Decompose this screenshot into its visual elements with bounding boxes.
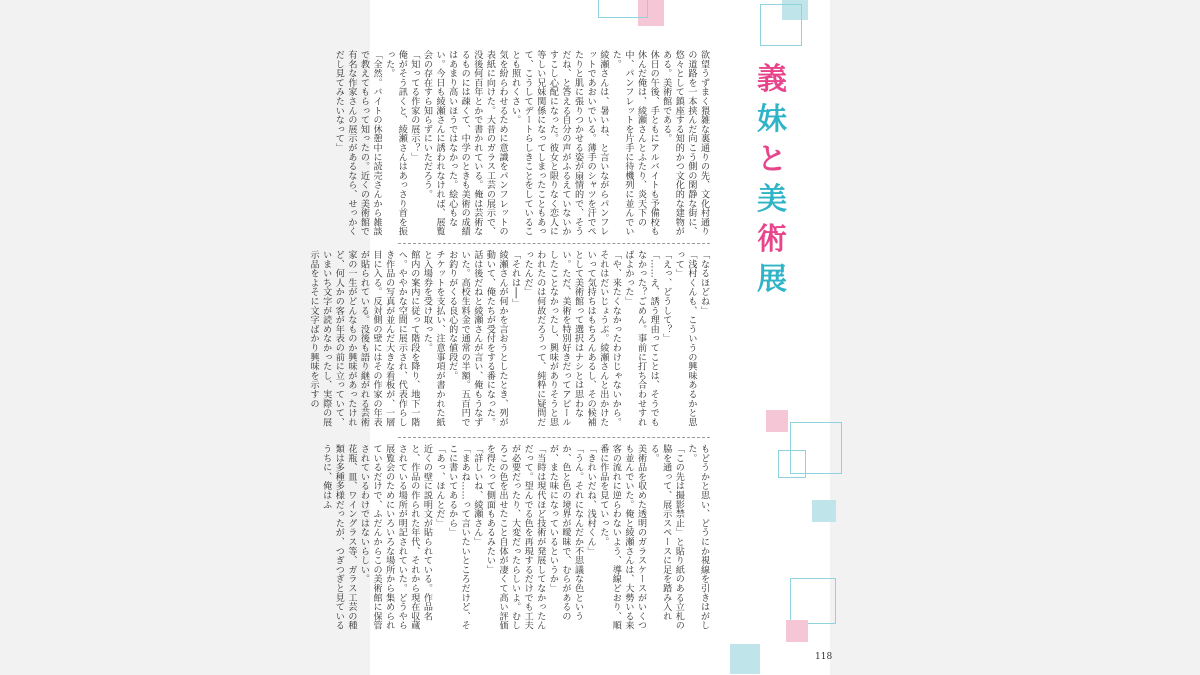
section-divider (398, 437, 710, 438)
paragraph: もどうかと思い、どうにか視線を引きはがした。 (686, 444, 709, 630)
paragraph: 綾瀬さんが何かを言おうとしたとき、列が動いて、俺たちが受付をする番になった。 (484, 250, 508, 427)
deco-square-pink (786, 620, 808, 642)
paragraph: 「えっ、どうして？」 (661, 250, 672, 343)
paragraph: 「……え、誘う理由ってことは、そうでもなかった？ごめん。事前に打ち合わせすればよかった」 (623, 250, 659, 427)
deco-outline-square (760, 4, 802, 46)
deco-square-teal (730, 644, 760, 674)
paragraph: 「きれいだね、浅村くん」 (585, 444, 596, 556)
paragraph: 話は後だねと綾瀬さんが言い、俺もうなずいた。高校生料金で通常の半額。五百円でお釣りがくる良心的な値段だ。 (447, 250, 483, 427)
paragraph: 休日の午後、手ともにアルバイトも予備校も休んだ俺は、綾瀬さんとふたり、炎天下の中、パンフレットを片手に待機列に並んでいた。 (610, 50, 659, 236)
paragraph: 「全然。バイトの休憩中に読売さんから雑談で教えてもらって知ったの。近くの美術館で有名な作家さんの展示があるなら、せっかくだし見てみたいなって」 (333, 50, 382, 236)
paragraph: 欲望うずまく猥雑な裏通りの先、文化村通りの道路を一本挟んだ向こう側の閑静な街に、悠々として鎮座する知的かつ文化的な建物がある。美術館である。 (661, 50, 709, 236)
paragraph: 気を紛らわせるために意識をパンフレットの表紙に向けた。大昔のガラス工芸の展示で、没後何百年とかで書かれている。俺は芸術なるものには疎くて、中学のときも美術の成績はあまり高いほうではなかった。絵心もない。今日も綾瀬さんに誘われなければ、展覧会の存在すら知らずにいただろう。 (421, 50, 508, 236)
title-char: 義 (757, 62, 787, 97)
deco-square-pink (766, 410, 788, 432)
paragraph: チケットを支払い、注意事項が書かれた紙と入場券を受け取った。 (421, 250, 445, 427)
paragraph: 「それは──」 (510, 250, 521, 308)
paragraph: 「知ってる作家の展示？」 (409, 50, 420, 162)
title-char: 展 (757, 262, 787, 297)
paragraph: 近くの壁に説明文が貼られている。作品名と、作品の作られた年代、それから現在収蔵されている場所が明記されていた。どうやら展覧会のためにいろいろな場所から集められているだけで、ふだんからこの美術館に保管されているわけではないらしい。 (358, 444, 432, 630)
deco-square-teal (812, 500, 836, 522)
paragraph: 「浅村くんも、こういうの興味あるかと思って」 (673, 250, 697, 427)
text-section-1 (333, 50, 710, 238)
paragraph: 「この先は撮影禁止」と貼り紙のある立札の脇を通って、展示スペースに足を踏み入れる。 (648, 444, 684, 630)
title-char: 妹 (757, 102, 787, 137)
paragraph: 「まあね……って言いたいところだけど、そこに書いてあるから」 (447, 444, 470, 630)
title-char: 美 (757, 182, 787, 217)
magazine-page (308, 0, 833, 675)
text-section-3 (321, 444, 710, 632)
deco-outline-square (598, 0, 648, 18)
title-char: と (757, 142, 787, 177)
title-char: 術 (757, 222, 787, 257)
paragraph: 綾瀬さんは、暑いね、と言いながらパンフレットであおいでいる。薄手のシャツを汗でぺたりと肌に張りつかせる姿が扇情的で、そうだね、と答える自分の声がふるえていないかすこし心配になった。彼女と限りなく恋人に等しい兄妹関係になってしまったこともあって、こうしてデートらしきことをしていることも照れくさい。 (510, 50, 609, 236)
deco-outline-square (778, 450, 806, 478)
deco-outline-square (790, 578, 836, 624)
paragraph: 美術品を収めた透明のガラスケースがいくつも並んでいた。俺と綾瀬さんは、大勢いる来客の流れに逆らわないよう、導線どおり、順番に作品を見ていった。 (598, 444, 647, 630)
paragraph: 「や、来たくなかったわけじゃないから。それはだいじょうぶ。綾瀬さんと出かけたいって気持ちはもちろんあるし、その候補として美術館って選択はナシとは思わない。ただ、美術を特別好きだってアピールしたことなかったし、興味がありそうと思われたのは何故だろうって、純粋に疑問だったんだ」 (522, 250, 621, 427)
article-title (755, 60, 789, 300)
paragraph: 「あっ、ほんとだ」 (434, 444, 445, 528)
paragraph: 「詳しいね、綾瀬さん」 (472, 444, 483, 547)
paragraph: 俺がそう訊くと、綾瀬さんはあっさり首を振った。 (384, 50, 407, 236)
paragraph: 花瓶、皿、ワイングラス等、ガラス工芸の種類は多種多様だったが、つぎつぎと見ているうちに、俺はふ (321, 444, 357, 630)
paragraph: 「当時は現代ほど技術が発展してなかったんだって。望んでる色を再現するだけでも工夫が必要だったり、大変だったらしいよ。むしろこの色を出せたこと自体が凄くて高い評価を得たって側面もあるみたい」 (484, 444, 546, 630)
text-section-2 (308, 250, 710, 432)
paragraph: 館内の案内に従って階段を降り、地下一階へ。ややかな空間に展示され、代表作らしき作品の写真が並んだ大きな看板が、一層目に入る。反対側の壁にはその作家の年表が貼られている。没後も語り継がれる芸術家の一生がどんなものか興味があったけれど、何人かの客が年表の前に立っていて、いまいち文字が読めなかったし、実際の展示品をよそに文字ばかり興味を示すの (308, 250, 420, 427)
paragraph: 「うん。それになんだか不思議な色というか、色と色の境界が曖昧で、むらがあるのが、また味になっているというか」 (547, 444, 584, 621)
paragraph: 「なるほどね」 (699, 250, 709, 316)
page-number: 118 (815, 652, 833, 662)
section-divider (398, 243, 710, 244)
